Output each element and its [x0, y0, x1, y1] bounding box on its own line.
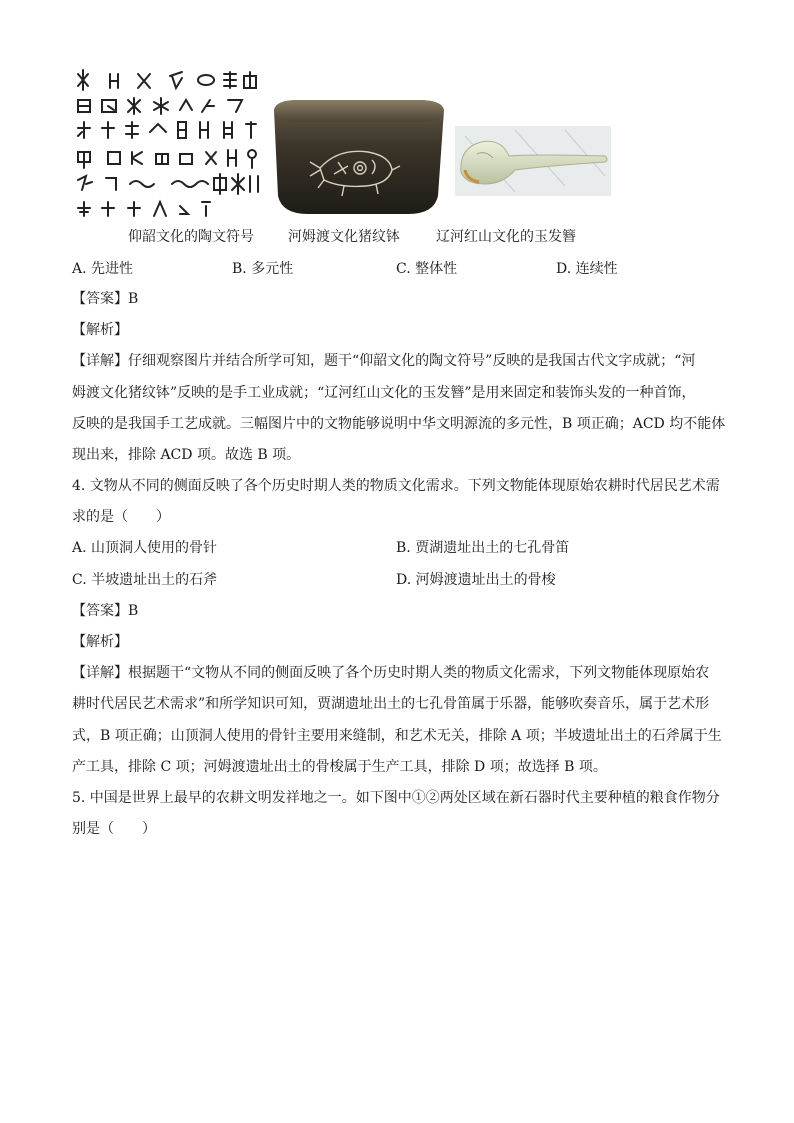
q4-stem-line: 4. 文物从不同的侧面反映了各个历史时期人类的物质文化需求。下列文物能体现原始农耕时代居民艺术需 [72, 478, 720, 494]
pottery-symbols-image [72, 66, 262, 218]
q3-detail-line: 现出来，排除 ACD 项。故选 B 项。 [72, 447, 301, 463]
q5-stem-line: 5. 中国是世界上最早的农耕文明发祥地之一。如下图中①②两处区域在新石器时代主要种植的粮食作物分 [72, 790, 720, 806]
q4-option-c: C. 半坡遗址出土的石斧 [72, 572, 218, 588]
q4-option-b: B. 贾湖遗址出土的七孔骨笛 [396, 540, 570, 556]
q3-detail-line: 【详解】仔细观察图片并结合所学可知，题干“仰韶文化的陶文符号”反映的是我国古代文字成就；“河 [72, 353, 696, 369]
pig-pattern-bowl-image [268, 96, 448, 218]
caption-jade-hairpin: 辽河红山文化的玉发簪 [436, 229, 576, 245]
q4-detail-line: 式，B 项正确；山顶洞人使用的骨针主要用来缝制，和艺术无关，排除 A 项；半坡遗址出土的石斧属于生 [72, 728, 722, 744]
q3-answer: 【答案】B [72, 291, 139, 307]
q3-detail-line: 姆渡文化猪纹钵”反映的是手工业成就；“辽河红山文化的玉发簪”是用来固定和装饰头发的一种首饰， [72, 385, 696, 401]
q3-detail-line: 反映的是我国手工艺成就。三幅图片中的文物能够说明中华文明源流的多元性，B 项正确；ACD 均不能体 [72, 416, 726, 432]
q3-analysis-heading: 【解析】 [72, 322, 128, 338]
q3-option-b: B. 多元性 [232, 261, 294, 277]
q3-option-d: D. 连续性 [556, 261, 618, 277]
q4-detail-line: 【详解】根据题干“文物从不同的侧面反映了各个历史时期人类的物质文化需求，下列文物能体现原始农 [72, 665, 710, 681]
q4-option-d: D. 河姆渡遗址出土的骨梭 [396, 572, 556, 588]
q4-detail-line: 耕时代居民艺术需求”和所学知识可知，贾湖遗址出土的七孔骨笛属于乐器，能够吹奏音乐，属于艺术形 [72, 696, 710, 712]
figures-row [0, 60, 794, 230]
caption-pig-bowl: 河姆渡文化猪纹钵 [288, 229, 400, 245]
q3-option-a: A. 先进性 [72, 261, 134, 277]
q4-analysis-heading: 【解析】 [72, 634, 128, 650]
caption-pottery-symbols: 仰韶文化的陶文符号 [128, 229, 254, 245]
q4-stem-line: 求的是（ ） [72, 509, 170, 525]
q5-stem-line: 别是（ ） [72, 821, 156, 837]
q4-answer: 【答案】B [72, 603, 139, 619]
q3-option-c: C. 整体性 [396, 261, 458, 277]
jade-hairpin-image [455, 126, 611, 196]
q4-option-a: A. 山顶洞人使用的骨针 [72, 540, 218, 556]
q4-detail-line: 产工具，排除 C 项；河姆渡遗址出土的骨梭属于生产工具，排除 D 项；故选择 B 项。 [72, 759, 607, 775]
